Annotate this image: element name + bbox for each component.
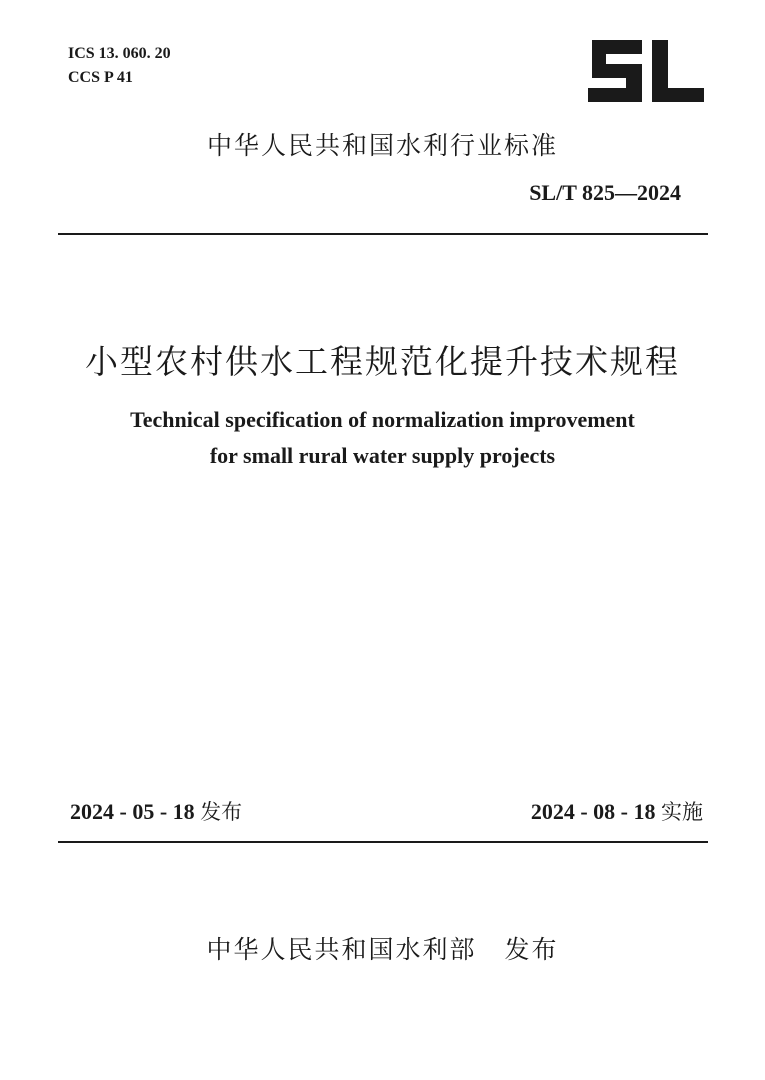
top-divider [58, 233, 708, 235]
title-english [0, 402, 765, 474]
publisher-name: 中华人民共和国水利部 [206, 935, 477, 964]
standard-category: 中华人民共和国水利行业标准 [206, 131, 558, 160]
ics-code: ICS 13. 060. 20 [68, 45, 171, 62]
implement-date: 2024 - 08 - 18 [530, 799, 656, 824]
implement-date-block [531, 796, 703, 826]
issue-label: 发布 [200, 800, 243, 824]
issue-date: 2024 - 05 - 18 [70, 799, 195, 824]
publisher-line [0, 930, 765, 966]
title-english-line1: Technical specification of normalization improvement [130, 407, 635, 432]
standard-number: SL/T 825—2024 [529, 180, 681, 205]
title-chinese: 小型农村供水工程规范化提升技术规程 [85, 342, 680, 381]
classification-codes [68, 42, 171, 90]
sl-logo [588, 40, 704, 102]
title-english-line2: for small rural water supply projects [209, 443, 556, 468]
implement-label: 实施 [661, 800, 703, 824]
issue-date-block [70, 796, 242, 826]
publisher-action: 发布 [504, 935, 559, 964]
ccs-code: CCS P 41 [68, 69, 133, 86]
bottom-divider [58, 841, 708, 843]
